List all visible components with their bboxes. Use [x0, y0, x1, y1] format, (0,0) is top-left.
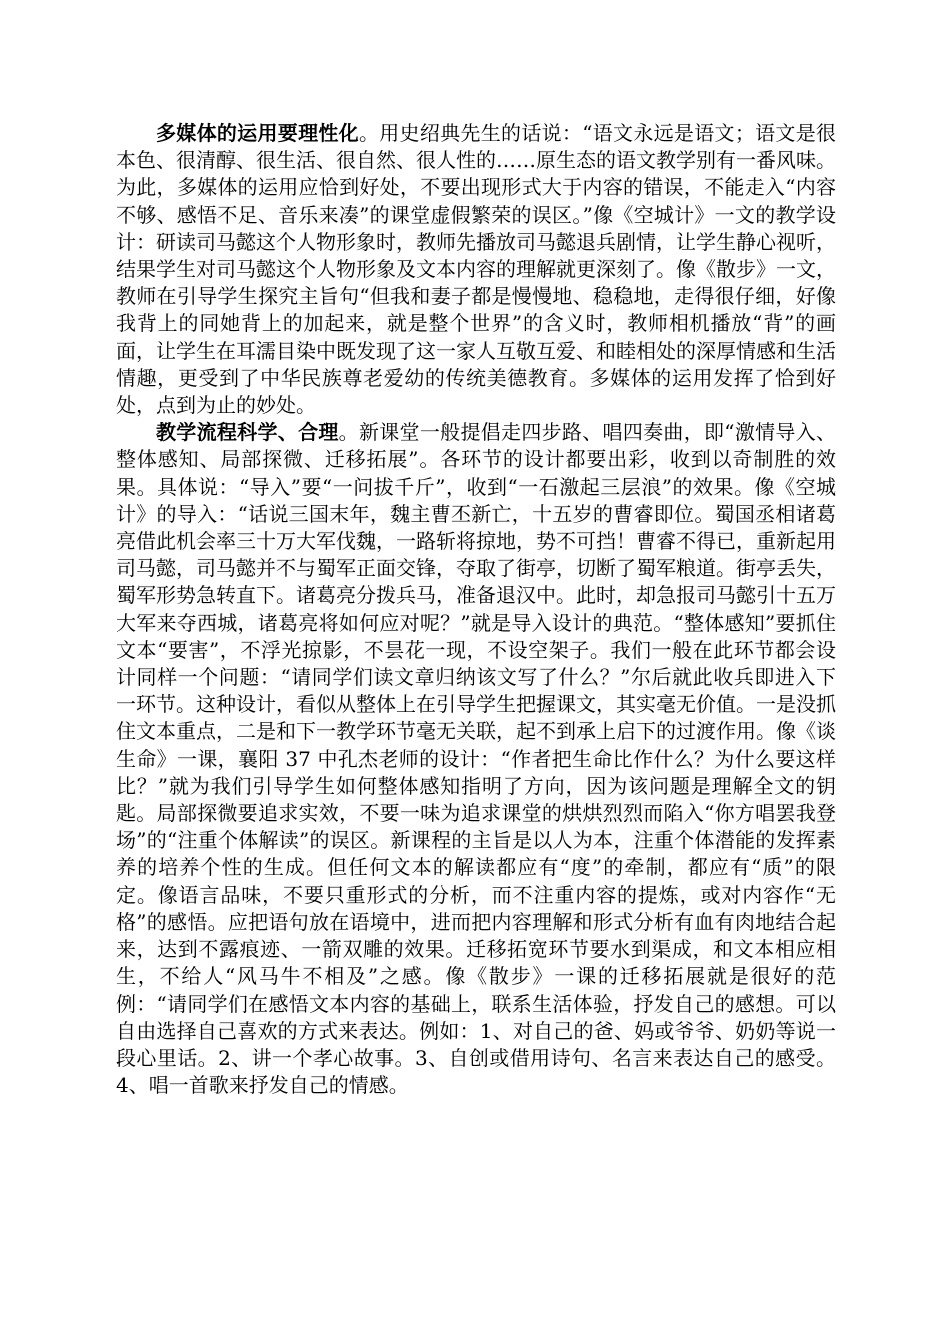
paragraph-multimedia [116, 120, 836, 419]
document-page [116, 120, 836, 1099]
paragraph-teaching-flow [116, 419, 836, 1099]
paragraph-body: 。用史绍典先生的话说：“语文永远是语文；语文是很本色、很清醇、很生活、很自然、很人性的……原生态的语文教学别有一番风味。为此，多媒体的运用应恰到好处，不要出现形式大于内容的错误，不能走入“内容不够、感悟不足、音乐来凑”的课堂虚假繁荣的误区。”像《空城计》一文的教学设计：研读司马懿这个人物形象时，教师先播放司马懿退兵剧情，让学生静心视听，结果学生对司马懿这个人物形象及文本内容的理解就更深刻了。像《散步》一文，教师在引导学生探究主旨句“但我和妻子都是慢慢地、稳稳地，走得很仔细，好像我背上的同她背上的加起来，就是整个世界”的含义时，教师相机播放“背”的画面，让学生在耳濡目染中既发现了这一家人互敬互爱、和睦相处的深厚情感和生活情趣，更受到了中华民族尊老爱幼的传统美德教育。多媒体的运用发挥了恰到好处，点到为止的妙处。 [116, 121, 836, 418]
paragraph-body: 。新课堂一般提倡走四步路、唱四奏曲，即“激情导入、整体感知、局部探微、迁移拓展”。各环节的设计都要出彩，收到以奇制胜的效果。具体说：“导入”要“一问拔千斤”，收到“一石激起三层浪”的效果。像《空城计》的导入：“话说三国末年，魏主曹丕新亡，十五岁的曹睿即位。蜀国丞相诸葛亮借此机会率三十万大军伐魏，一路斩将掠地，势不可挡！曹睿不得已，重新起用司马懿，司马懿并不与蜀军正面交锋，夺取了街亭，切断了蜀军粮道。街亭丢失，蜀军形势急转直下。诸葛亮分拨兵马，准备退汉中。此时，却急报司马懿引十五万大军来夺西城，诸葛亮将如何应对呢？”就是导入设计的典范。“整体感知”要抓住文本“要害”，不浮光掠影，不昙花一现，不设空架子。我们一般在此环节都会设计同样一个问题：“请同学们读文章归纳该文写了什么？”尔后就此收兵即进入下一环节。这种设计，看似从整体上在引导学生把握课文，其实毫无价值。一是没抓住文本重点，二是和下一教学环节毫无关联，起不到承上启下的过渡作用。像《谈生命》一课，襄阳 37 中孔杰老师的设计：“作者把生命比作什么？为什么要这样比？”就为我们引导学生如何整体感知指明了方向，因为该问题是理解全文的钥匙。局部探微要追求实效，不要一味为追求课堂的烘烘烈烈而陷入“你方唱罢我登场”的“注重个体解读”的误区。新课程的主旨是以人为本，注重个体潜能的发挥素养的培养个性的生成。但任何文本的解读都应有“度”的牵制，都应有“质”的限定。像语言品味，不要只重形式的分析，而不注重内容的提炼，或对内容作“无格”的感悟。应把语句放在语境中，进而把内容理解和形式分析有血有肉地结合起来，达到不露痕迹、一箭双雕的效果。迁移拓宽环节要水到渠成，和文本相应相生，不给人“风马牛不相及”之感。像《散步》一课的迁移拓展就是很好的范例：“请同学们在感悟文本内容的基础上，联系生活体验，抒发自己的感想。可以自由选择自己喜欢的方式来表达。例如：1、对自己的爸、妈或爷爷、奶奶等说一段心里话。2、讲一个孝心故事。3、自创或借用诗句、名言来表达自己的感受。4、唱一首歌来抒发自己的情感。 [116, 420, 836, 1098]
paragraph-heading: 多媒体的运用要理性化 [156, 121, 359, 145]
paragraph-heading: 教学流程科学、合理 [156, 420, 339, 445]
